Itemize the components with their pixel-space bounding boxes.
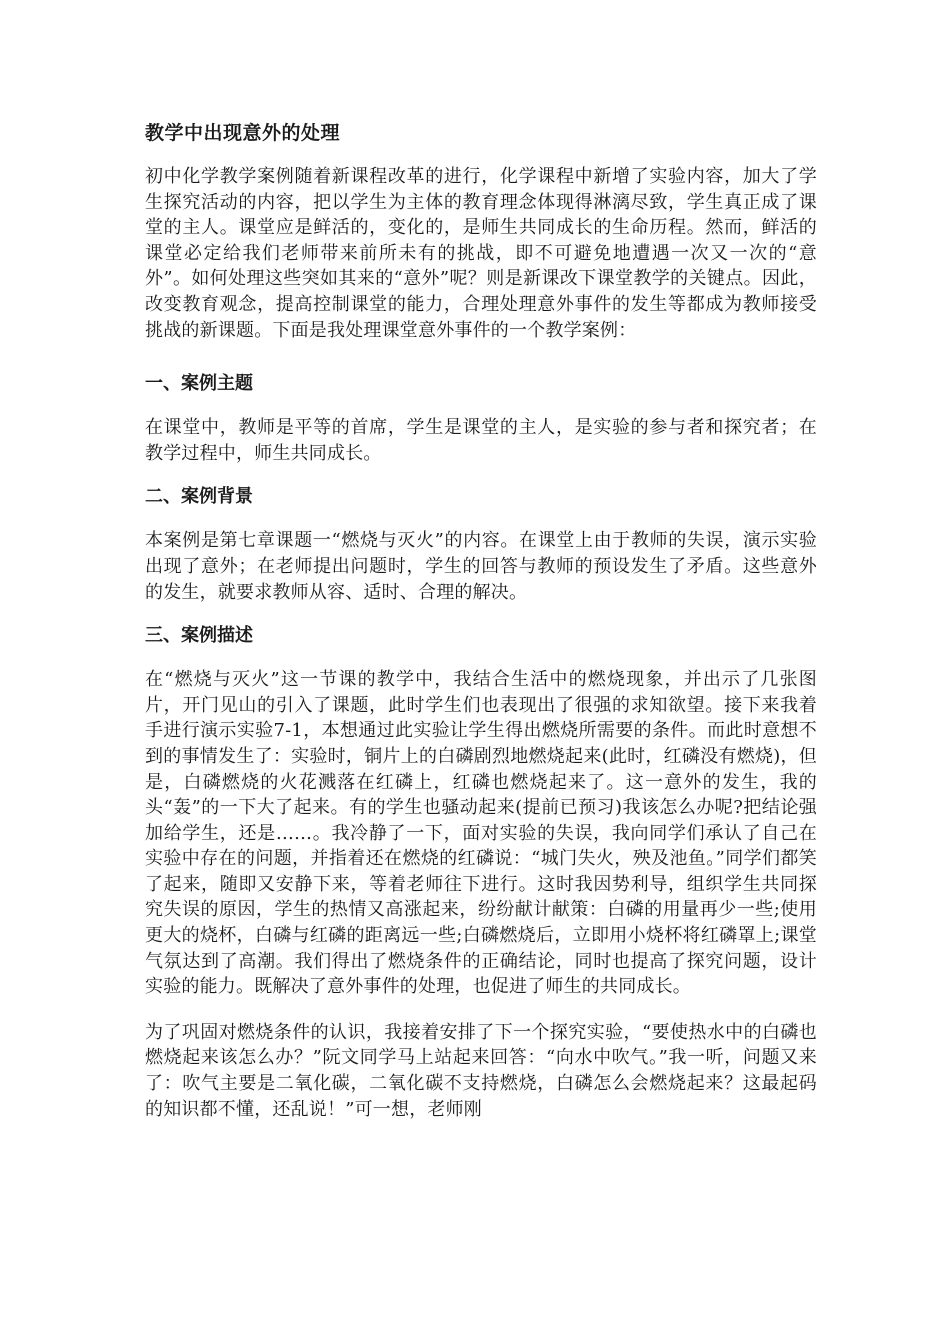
- document-page: [145, 120, 817, 1122]
- document-title: 教学中出现意外的处理: [145, 122, 341, 144]
- section-heading-description: 三、案例描述: [145, 625, 253, 647]
- section-body-theme: 在课堂中，教师是平等的首席，学生是课堂的主人，是实验的参与者和探究者；在教学过程中，师生共同成长。: [145, 417, 817, 464]
- section-heading-background: 二、案例背景: [145, 486, 253, 508]
- section-body-description: 在“燃烧与灭火”这一节课的教学中，我结合生活中的燃烧现象，并出示了几张图片，开门见山的引入了课题，此时学生们也表现出了很强的求知欲望。接下来我着手进行演示实验7-1，本想通过此实验让学生得出燃烧所需要的条件。而此时意想不到的事情发生了：实验时，铜片上的白磷剧烈地燃烧起来(此时，红磷没有燃烧)，但是，白磷燃烧的火花溅落在红磷上，红磷也燃烧起来了。这一意外的发生，我的头“轰”的一下大了起来。有的学生也骚动起来(提前已预习)我该怎么办呢?把结论强加给学生，还是……。我冷静了一下，面对实验的失误，我向同学们承认了自己在实验中存在的问题，并指着还在燃烧的红磷说：“城门失火，殃及池鱼。”同学们都笑了起来，随即又安静下来，等着老师往下进行。这时我因势利导，组织学生共同探究失误的原因，学生的热情又高涨起来，纷纷献计献策：白磷的用量再少一些;使用更大的烧杯，白磷与红磷的距离远一些;白磷燃烧后，立即用小烧杯将红磷罩上;课堂气氛达到了高潮。我们得出了燃烧条件的正确结论，同时也提高了探究问题，设计实验的能力。既解决了意外事件的处理，也促进了师生的共同成长。: [145, 669, 817, 998]
- section-heading-theme: 一、案例主题: [145, 373, 253, 395]
- intro-paragraph: 初中化学教学案例随着新课程改革的进行，化学课程中新增了实验内容，加大了学生探究活动的内容，把以学生为主体的教育理念体现得淋漓尽致，学生真正成了课堂的主人。课堂应是鲜活的，变化的，是师生共同成长的生命历程。然而，鲜活的课堂必定给我们老师带来前所未有的挑战，即不可避免地遭遇一次又一次的“意外”。如何处理这些突如其来的“意外”呢？则是新课改下课堂教学的关键点。因此，改变教育观念，提高控制课堂的能力，合理处理意外事件的发生等都成为教师接受挑战的新课题。下面是我处理课堂意外事件的一个教学案例：: [145, 166, 817, 341]
- section-body-background: 本案例是第七章课题一“燃烧与灭火”的内容。在课堂上由于教师的失误，演示实验出现了意外；在老师提出问题时，学生的回答与教师的预设发生了矛盾。这些意外的发生，就要求教师从容、适时、合理的解决。: [145, 530, 817, 603]
- section-body-description-continued: 为了巩固对燃烧条件的认识，我接着安排了下一个探究实验，“要使热水中的白磷也燃烧起来该怎么办？”阮文同学马上站起来回答：“向水中吹气。”我一听，问题又来了：吹气主要是二氧化碳，二氧化碳不支持燃烧，白磷怎么会燃烧起来？这最起码的知识都不懂，还乱说！”可一想，老师刚: [145, 1021, 817, 1120]
